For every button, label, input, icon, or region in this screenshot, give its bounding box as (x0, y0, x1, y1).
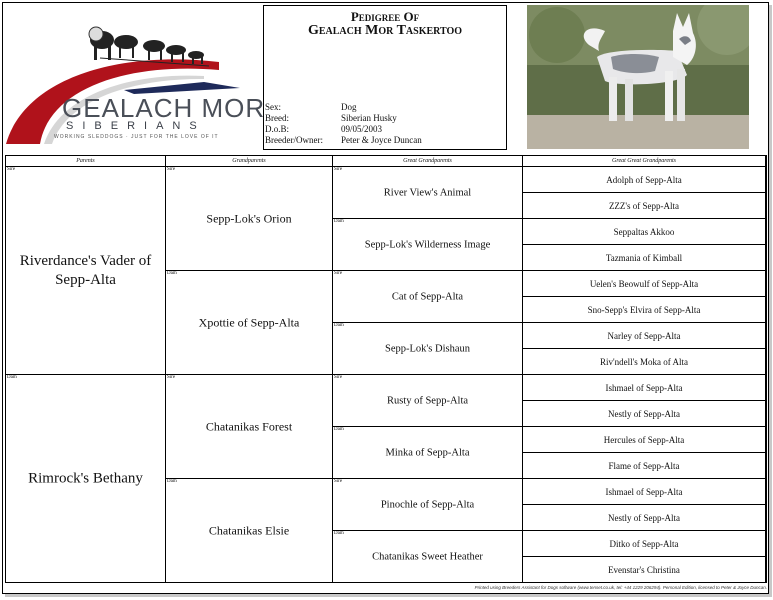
ggg-name: Evenstar's Christina (608, 564, 680, 575)
pedigree-table (5, 155, 767, 583)
title-line-1: Pedigree Of (350, 9, 420, 24)
sire-tag: Sire (334, 375, 343, 380)
parent-dam-name: Rimrock's Bethany (28, 470, 143, 486)
ggg-name: Sno-Sepp's Elvira of Sepp-Alta (587, 304, 701, 315)
ggg-name: Ishmael of Sepp-Alta (605, 486, 683, 497)
logo-tagline: WORKING SLEDDOGS · JUST FOR THE LOVE OF IT (54, 134, 219, 140)
info-label: D.o.B: (265, 124, 290, 134)
great-great-grandparent-cell (523, 375, 766, 401)
ggg-name: Ditko of Sepp-Alta (609, 538, 679, 549)
grandparent-cell (166, 167, 333, 271)
great-grandparent-name: Sepp-Lok's Dishaun (384, 343, 470, 354)
page-shadow (5, 594, 772, 597)
dam-tag: Dam (167, 271, 177, 276)
info-value: Dog (341, 102, 357, 112)
info-sex (265, 102, 505, 113)
ggg-name: ZZZ's of Sepp-Alta (608, 200, 680, 211)
grandparent-cell (166, 271, 333, 375)
great-great-grandparent-cell (523, 479, 766, 505)
great-grandparent-cell (333, 323, 523, 375)
dam-tag: Dam (7, 375, 17, 380)
info-label: Sex: (265, 102, 282, 112)
dam-tag: Dam (334, 427, 344, 432)
ggg-name: Narley of Sepp-Alta (607, 330, 681, 341)
info-breeder (265, 135, 505, 146)
sire-tag: Sire (334, 479, 343, 484)
great-great-grandparent-cell (523, 401, 766, 427)
great-grandparent-cell (333, 375, 523, 427)
great-grandparent-cell (333, 167, 523, 219)
grandparent-name: Sepp-Lok's Orion (206, 211, 292, 225)
info-value: Siberian Husky (341, 113, 397, 123)
dam-tag: Dam (334, 531, 344, 536)
dam-tag: Dam (334, 219, 344, 224)
dam-tag: Dam (334, 323, 344, 328)
title-dog-name: Gealach Mor Taskertoo (307, 23, 463, 38)
grandparent-name: Xpottie of Sepp-Alta (198, 315, 300, 329)
great-grandparent-cell (333, 427, 523, 479)
grandparent-cell (166, 375, 333, 479)
great-great-grandparent-cell (523, 349, 766, 375)
great-great-grandparent-cell (523, 427, 766, 453)
great-grandparent-name: Pinochle of Sepp-Alta (380, 499, 475, 510)
dog-photo (527, 5, 749, 149)
great-great-grandparent-cell (523, 245, 766, 271)
ggg-name: Ishmael of Sepp-Alta (605, 382, 683, 393)
ggg-name: Tazmania of Kimball (605, 252, 683, 263)
page-shadow (769, 5, 772, 597)
sire-tag: Sire (167, 375, 176, 380)
logo-subtitle: SIBERIANS (66, 120, 206, 132)
parent-dam-cell (6, 375, 166, 583)
title-box (263, 5, 507, 150)
printed-by-footer: Printed using Breeders Assistant for Dogs software (www.tenset.co.uk, tel: +44 1229 206294). Personal Edition, licensed to Peter & Joyce Duncan. (474, 585, 767, 590)
great-grandparent-cell (333, 531, 523, 583)
grandparent-name: Chatanikas Elsie (208, 523, 290, 537)
sire-tag: Sire (334, 271, 343, 276)
header-parents: Parents (6, 156, 166, 167)
info-value: Peter & Joyce Duncan (341, 135, 422, 145)
great-grandparent-name: Chatanikas Sweet Heather (372, 551, 483, 562)
great-great-grandparent-cell (523, 219, 766, 245)
ggg-name: Hercules of Sepp-Alta (603, 434, 685, 445)
great-great-grandparent-cell (523, 323, 766, 349)
great-great-grandparent-cell (523, 453, 766, 479)
dog-photo-graphic (527, 5, 749, 149)
great-grandparent-cell (333, 479, 523, 531)
info-dob (265, 124, 505, 135)
header-great-grandparents: Great Grandparents (333, 156, 523, 167)
great-grandparent-name: Minka of Sepp-Alta (385, 447, 470, 458)
ggg-name: Flame of Sepp-Alta (608, 460, 680, 471)
great-grandparent-name: Cat of Sepp-Alta (391, 291, 464, 302)
grandparent-name: Chatanikas Forest (205, 419, 293, 433)
great-grandparent-name: Sepp-Lok's Wilderness Image (364, 239, 491, 250)
parent-sire-cell (6, 167, 166, 375)
great-grandparent-cell (333, 271, 523, 323)
ggg-name: Seppaltas Akkoo (613, 226, 675, 237)
great-great-grandparent-cell (523, 167, 766, 193)
sire-tag: Sire (7, 167, 16, 172)
sire-tag: Sire (167, 167, 176, 172)
info-label: Breed: (265, 113, 289, 123)
great-great-grandparent-cell (523, 193, 766, 219)
great-grandparent-cell (333, 219, 523, 271)
great-great-grandparent-cell (523, 505, 766, 531)
logo-name: GEALACH MOR (62, 93, 266, 123)
dam-tag: Dam (167, 479, 177, 484)
ggg-name: Nestly of Sepp-Alta (608, 512, 680, 523)
great-great-grandparent-cell (523, 271, 766, 297)
sire-tag: Sire (334, 167, 343, 172)
great-grandparent-name: River View's Animal (383, 187, 472, 198)
info-breed (265, 113, 505, 124)
ggg-name: Adolph of Sepp-Alta (606, 174, 682, 185)
great-grandparent-name: Rusty of Sepp-Alta (386, 395, 469, 406)
header-grandparents: Grandparents (166, 156, 333, 167)
parent-sire-name: Riverdance's Vader of Sepp-Alta (19, 252, 152, 288)
ggg-name: Nestly of Sepp-Alta (608, 408, 680, 419)
great-great-grandparent-cell (523, 557, 766, 583)
header-great-great-grandparents: Great Great Grandparents (523, 156, 766, 167)
kennel-logo (4, 10, 266, 148)
grandparent-cell (166, 479, 333, 583)
ggg-name: Riv'ndell's Moka of Alta (600, 356, 688, 367)
info-label: Breeder/Owner: (265, 135, 323, 145)
info-value: 09/05/2003 (341, 124, 383, 134)
great-great-grandparent-cell (523, 297, 766, 323)
ggg-name: Uelen's Beowulf of Sepp-Alta (589, 278, 699, 289)
great-great-grandparent-cell (523, 531, 766, 557)
